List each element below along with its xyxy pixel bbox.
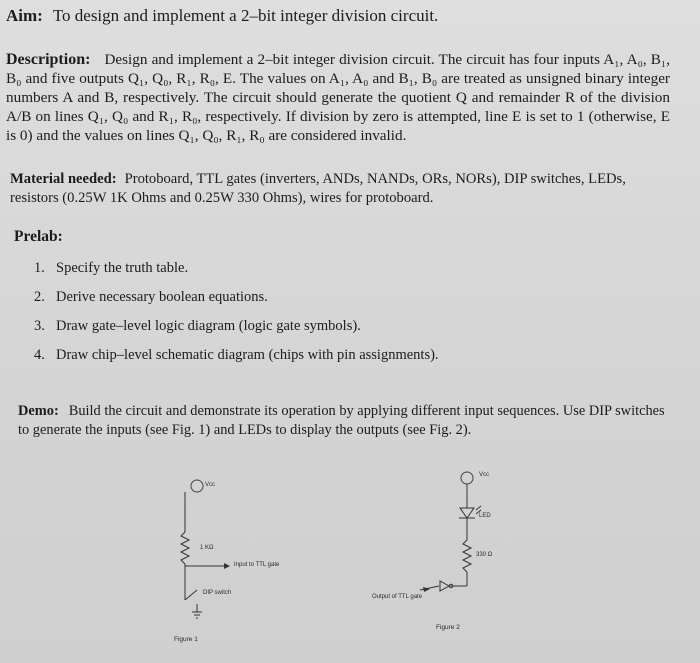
figure2-led-symbol xyxy=(460,508,474,518)
description-text: Design and implement a 2–bit integer division circuit. The circuit has four inputs A₁, A₀, B₁, B₀ and five outputs Q₁, Q₀, R₁, R₀, E. The values on A₁, A₀ and B₁, B₀ are treated as unsigned binary integer numbers A and B, respectively. The circuit should generate the quotient Q and remainder R of the division A/B on lines Q₁, Q₀ and R₁, R₀, respectively. If division by zero is attempted, line E is set to 1 (otherwise, E is 0) and the values on lines Q₁, Q₀, R₁, R₀ are considered invalid. xyxy=(6,51,670,144)
figure1-input-label: Input to TTL gate xyxy=(234,562,280,568)
list-item-number: 1. xyxy=(34,260,45,276)
prelab-title: Prelab: xyxy=(14,228,63,245)
figure1-resistor-symbol xyxy=(181,532,189,564)
figure2-vcc-label: Vcc xyxy=(479,472,490,478)
figure2-led-label: LED xyxy=(479,513,491,519)
list-item-text: Draw chip–level schematic diagram (chips with pin assignments). xyxy=(56,347,439,363)
list-item xyxy=(34,316,439,345)
figure2-resistor-symbol xyxy=(463,540,471,572)
list-item xyxy=(34,287,439,316)
list-item-text: Specify the truth table. xyxy=(56,260,189,276)
material-text: Protoboard, TTL gates (inverters, ANDs, NANDs, ORs, NORs), DIP switches, LEDs, resistors (0.25W 1K Ohms and 0.25W 330 Ohms), wires for protoboard. xyxy=(10,171,626,206)
list-item-text: Draw gate–level logic diagram (logic gate symbols). xyxy=(56,318,361,334)
figure2-resistor-label: 330 Ω xyxy=(476,552,493,558)
figure2-output-label: Output of TTL gate xyxy=(372,594,423,600)
description-section xyxy=(6,50,670,145)
demo-label: Demo: xyxy=(18,403,59,419)
aim-section xyxy=(6,6,438,26)
list-item-number: 3. xyxy=(34,318,45,334)
figure1-switch-symbol xyxy=(185,590,197,600)
aim-text: To design and implement a 2–bit integer division circuit. xyxy=(52,6,439,25)
description-label: Description: xyxy=(6,51,91,68)
list-item-number: 4. xyxy=(34,347,45,363)
figure1-vcc-label: Vcc xyxy=(205,482,216,488)
figure2-vcc-terminal xyxy=(461,472,473,484)
list-item-number: 2. xyxy=(34,289,45,305)
figure1-caption: Figure 1 xyxy=(174,636,198,643)
figure2-buffer-symbol xyxy=(440,581,449,591)
figure1-switch-label: DIP switch xyxy=(203,590,232,596)
figure1-resistor-label: 1 KΩ xyxy=(200,545,214,551)
list-item-text: Derive necessary boolean equations. xyxy=(56,289,268,305)
figure1-vcc-terminal xyxy=(191,480,203,492)
figure2-caption: Figure 2 xyxy=(436,624,460,631)
material-section xyxy=(10,170,670,208)
material-label: Material needed: xyxy=(10,171,117,187)
figure2-diagram xyxy=(420,472,481,592)
list-item xyxy=(34,345,439,374)
list-item xyxy=(34,258,439,287)
prelab-list xyxy=(34,258,439,374)
demo-section xyxy=(18,402,668,440)
aim-label: Aim: xyxy=(6,6,43,25)
demo-text: Build the circuit and demonstrate its operation by applying different input sequences. Use DIP switches to generate the inputs (see Fig. 1) and LEDs to display the outputs (see Fig. 2). xyxy=(18,403,665,438)
